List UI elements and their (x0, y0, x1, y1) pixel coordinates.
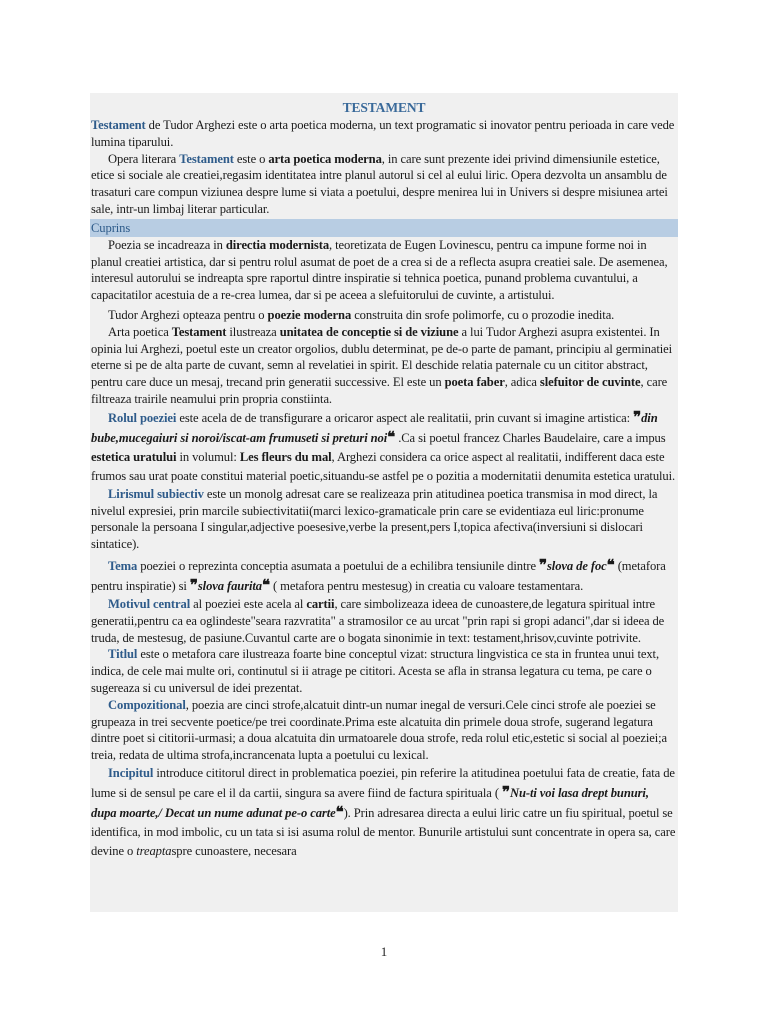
text-run: este o metafora care ilustreaza foarte bine conceptul vizat: structura lingvistica ce sta in fruntea unui text, indica, de cele mai multe ori, continutul si ii atrage pe cititori. Acesta se afla in stransa legatura cu tema, pe care o sugereaza si cu universul de idei prezentat. (91, 647, 659, 695)
text-run: este acela de de transfigurare a oricaror aspect ale realitatii, prin cuvant si imagine artistica: (176, 410, 634, 425)
quote-close-mark: ❝ (262, 575, 270, 594)
paragraph-lirismul (91, 486, 677, 553)
bold-run: directia modernista (225, 237, 330, 252)
text-run: , care filtreaza trairile neamului prin propria constiinta. (91, 375, 668, 406)
bold-run: slefuitor de cuvinte (539, 375, 641, 390)
text-run: , Arghezi considera ca orice aspect al realitatii, indifferent daca este frumos sau urat poate constitui material poetic,situandu-se astfel pe o pozitia a modernitatii denumita estetica uratului. (91, 449, 676, 483)
text-run: spre cunoastere, necesara (171, 843, 297, 858)
italic-run: treapta (136, 843, 172, 858)
keyword: Incipitul (108, 765, 154, 780)
text-run: construita din srofe polimorfe, cu o prozodie inedita. (351, 307, 615, 322)
quoted-verse: din bube,mucegaiuri si noroi/iscat-am frumuseti si preturi noi (91, 410, 658, 445)
text-run: in volumul: (176, 449, 240, 464)
quote-close-mark: ❝ (606, 555, 615, 574)
quote-open-mark: ❞ (539, 555, 547, 574)
text-run: , poezia are cinci strofe,alcatuit dintr-un numar inegal de versuri.Cele cinci strofe ale poeziei se grupeaza in trei secvente poetice/pe trei coordinate.Prima este alcatuita din primele doua strofe, sugerand legatura dintre poet si cititorii-urmasi; a doua alcatuita din urmatoarele doua strofe, reda rolul etic,estetic si social al poeziei;a treia, redata de ultima strofa,incrancenata lupta a poetului cu lexical. (91, 697, 668, 763)
quoted-verse: Nu-ti voi lasa drept bunuri, dupa moarte,/ Decat un nume adunat pe-o carte (91, 785, 649, 820)
paragraph-incipitul (91, 764, 677, 861)
text-run: Opera literara (108, 151, 180, 166)
text-run: este o (233, 151, 269, 166)
paragraph-tema (91, 556, 677, 596)
text-run: ( metafora pentru mestesug) in creatia cu valoare testamentara. (269, 578, 584, 593)
document-page (90, 93, 678, 912)
paragraph-directia (91, 237, 677, 304)
paragraph-opera (91, 151, 677, 218)
quote-open-mark: ❞ (633, 407, 642, 426)
text-run: , teoretizata de Eugen Lovinescu, pentru ca impune forme noi in planul creatiei artistica, dar si pentru rolul asumat de poet de a crea si de a reflecta asupra creatiei sale. De asemenea, interesul autorului se indreapta spre raportul dintre inspiratie si tehnica poetica, punand problema cuvantului, a capacitatilor acestuia de a re-crea lumea, dar si pe aceea a slefuitorului de cuvinte, a artistului. (91, 237, 668, 303)
text-run: ilustreaza (226, 324, 280, 339)
bold-run: cartii (306, 596, 335, 611)
bold-run: arta poetica moderna (268, 151, 382, 166)
keyword: Rolul poeziei (108, 410, 177, 425)
paragraph-poezie-moderna (91, 307, 677, 324)
paragraph-intro (91, 117, 677, 151)
text-run: .Ca si poetul francez Charles Baudelaire, care a impus (395, 430, 666, 445)
text-run: , care simbolizeaza ideea de cunoastere,de legatura spiritual intre generatii,pentru ca ea oglindeste"seara razvratita" a stramosilor ce au urcat "prin rapi si gropi adanci",dar si ideea de truda, de mestesug, de pasiune.Cuvantul carte are o bogata sinonimie in text: testament,hrisov,cuvinte potrivite. (91, 596, 665, 645)
quote-close-mark: ❝ (335, 802, 344, 821)
paragraph-arta-poetica (91, 324, 677, 408)
quote-open-mark: ❞ (501, 782, 510, 801)
keyword: Motivul central (108, 596, 191, 611)
bold-run: poezie moderna (267, 307, 352, 322)
document-body (90, 93, 678, 861)
text-run: Poezia se incadreaza in (108, 237, 226, 252)
text-run: Tudor Arghezi opteaza pentru o (108, 307, 268, 322)
keyword: Titlul (108, 647, 138, 662)
quoted-phrase: slova de foc (547, 558, 607, 573)
document-title: TESTAMENT (342, 100, 426, 115)
text-run: , adica (504, 375, 540, 390)
bold-run: Les fleurs du mal (239, 449, 332, 464)
text-run: poeziei o reprezinta conceptia asumata a poetului de a echilibra tensiunile dintre (137, 558, 540, 573)
quoted-phrase: slova faurita (197, 578, 262, 593)
text-run: este un monolg adresat care se realizeaza prin atitudinea poetica transmisa in mod direct, la nivelul expresiei, prin marcile subiectivitatii(marci lexico-gramaticale prin care se evidentiaza eul liric:pronume personale la persoana I singular,adjective poesesive,verbe la present,pers I,topica afectiva(inversiuni si dislocari sintatice). (91, 486, 658, 552)
keyword: Lirismul subiectiv (108, 486, 204, 501)
bold-run: Testament (171, 324, 227, 339)
text-run: (metafora pentru inspiratie) si (91, 558, 666, 593)
keyword: Tema (108, 558, 138, 573)
section-heading-cuprins: Cuprins (90, 219, 678, 237)
paragraph-titlul (91, 646, 677, 696)
text-run: , in care sunt prezente idei privind dimensiunile estetice, etice si sociale ale creatiei,regasim identitatea intre planul autorul si cel al eului liric. Opera dezvolta un ansamblu de trasaturi care compun viziunea despre lume si viata a poetului, despre menirea lui in Univers si despre misiunea artei sale, intr-un limbaj literar particular. (91, 151, 668, 216)
paragraph-motivul-central (91, 596, 677, 646)
bold-run: unitatea de conceptie si de viziune (279, 324, 459, 339)
bold-run: poeta faber (444, 375, 505, 390)
text-run: de Tudor Arghezi este o arta poetica moderna, un text programatic si inovator pentru perioada in care vede lumina tiparului. (91, 118, 675, 149)
paragraph-rolul-poeziei (91, 408, 677, 486)
keyword: Compozitional (108, 697, 186, 712)
text-run: al poeziei este acela al (190, 596, 307, 611)
bold-run: estetica uratului (91, 449, 177, 464)
page-number: 1 (380, 944, 388, 959)
quote-close-mark: ❝ (387, 427, 396, 446)
text-run: a lui Tudor Arghezi asupra existentei. In opinia lui Arghezi, poetul este un creator orgolios, dublu determinat, pe de-o parte de pamant, principiu al germinatiei eterne si pe de alta parte de cuvant, semn al revelatiei in spirit. El deschide relatia paternale cu un cititor abstract, pentru care duce un mesaj, trecand prin generatii successive. El este un (91, 324, 673, 390)
text-run: ). Prin adresarea directa a eului liric catre un fiu spiritual, poetul se identifica, in mod imbolic, cu un tata si isi asuma rolul de mentor. Bunurile artistului sunt concentrate in opera sa, care devine o (91, 805, 676, 858)
keyword: Testament (91, 118, 146, 132)
text-run: introduce cititorul direct in problematica poeziei, pin referire la atitudinea poetului fata de creatie, fata de lume si de sensul pe care el il da cartii, singura sa avere fiind de factura spirituala ( (91, 765, 675, 800)
paragraph-compozitional (91, 697, 677, 764)
quote-open-mark: ❞ (189, 575, 198, 594)
keyword: Testament (179, 151, 234, 166)
text-run: Arta poetica (108, 324, 172, 339)
